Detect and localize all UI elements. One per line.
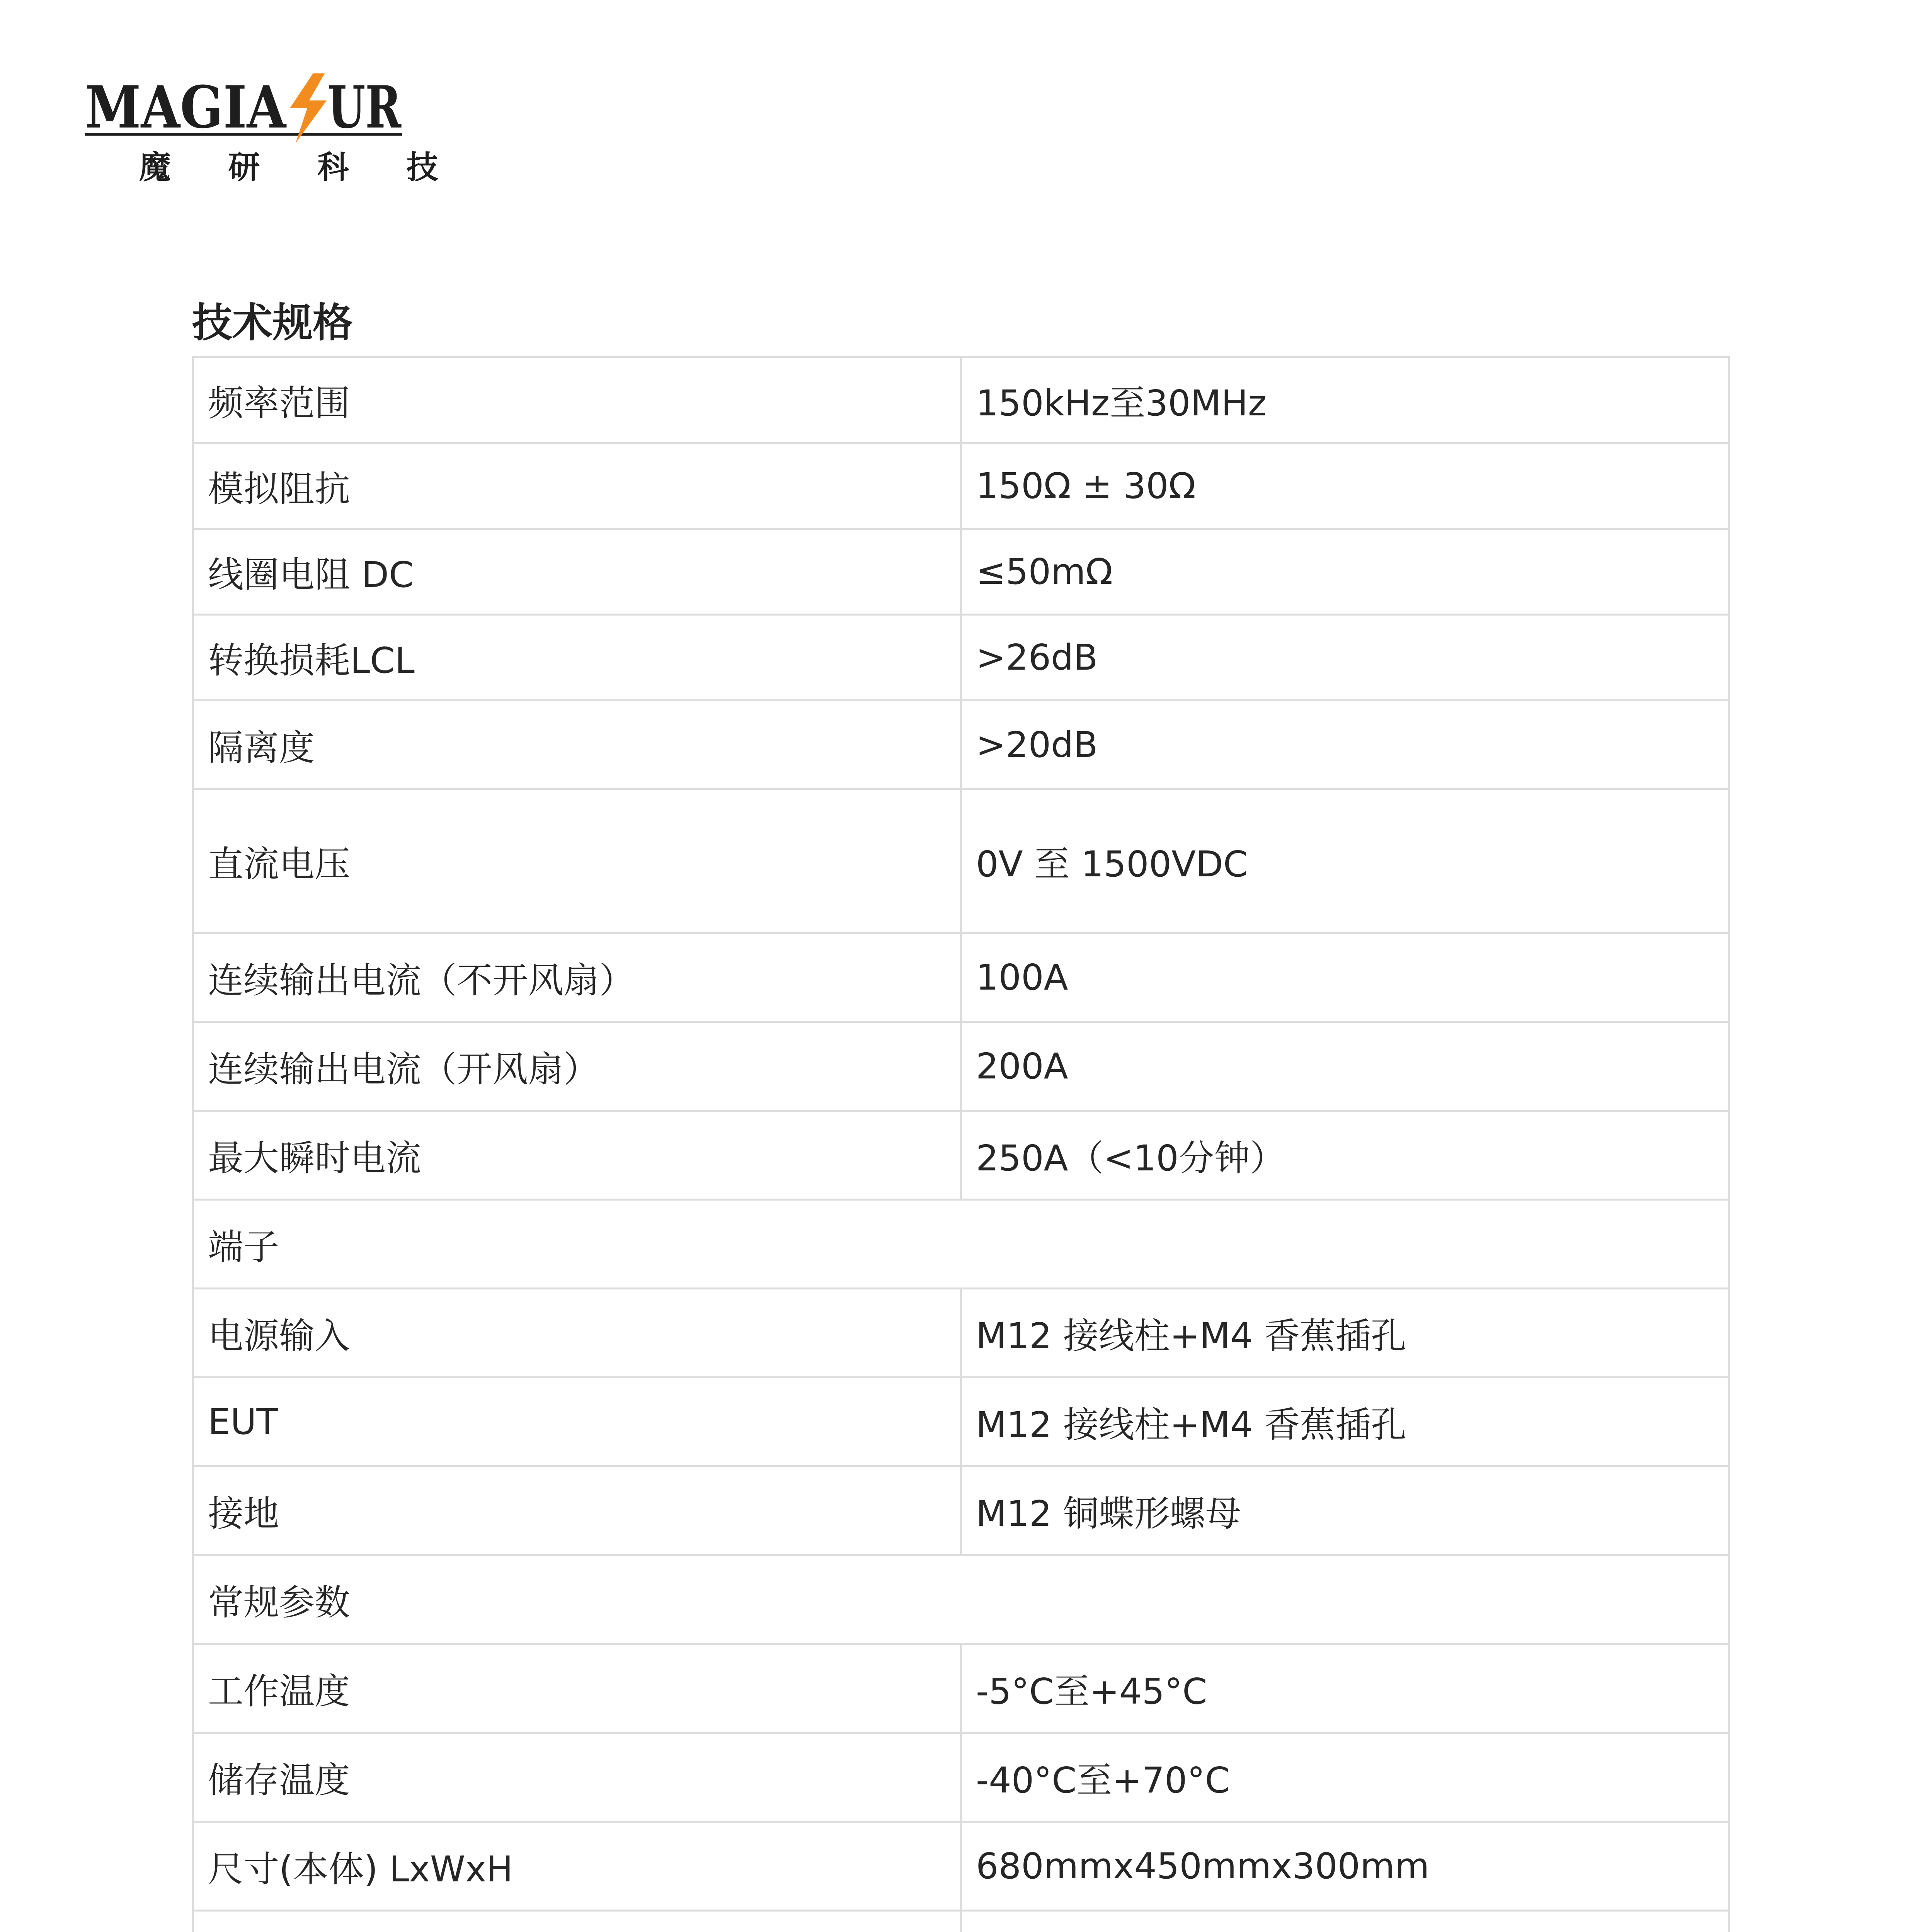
table-row xyxy=(193,933,1729,1022)
spec-value: >20dB xyxy=(961,701,1729,789)
spec-value xyxy=(961,1911,1729,1932)
section-heading-general: 常规参数 xyxy=(193,1555,1729,1644)
spec-value: M12 接线柱+M4 香蕉插孔 xyxy=(961,1378,1729,1466)
spec-value: 100A xyxy=(961,933,1729,1022)
spec-label: 模拟阻抗 xyxy=(193,443,961,529)
spec-label: 直流电压 xyxy=(193,789,961,933)
logo-wordmark-right: UR xyxy=(328,73,402,141)
spec-value: 150Ω ± 30Ω xyxy=(961,443,1729,529)
section-heading-terminals: 端子 xyxy=(193,1200,1729,1289)
spec-label: 频率范围 xyxy=(193,357,961,443)
spec-value: -5°C至+45°C xyxy=(961,1644,1729,1733)
spec-table xyxy=(192,356,1730,1932)
spec-label: EUT xyxy=(193,1378,961,1466)
spec-value: M12 接线柱+M4 香蕉插孔 xyxy=(961,1289,1729,1378)
table-section-row xyxy=(193,1555,1729,1644)
spec-value: 250A（<10分钟） xyxy=(961,1111,1729,1200)
table-row xyxy=(193,1822,1729,1911)
table-row xyxy=(193,701,1729,789)
spec-label: 连续输出电流（不开风扇） xyxy=(193,933,961,1022)
logo-wordmark xyxy=(85,70,402,147)
spec-value: M12 铜蝶形螺母 xyxy=(961,1466,1729,1555)
company-logo xyxy=(85,70,461,186)
table-row xyxy=(193,1911,1729,1932)
spec-value: ≤50mΩ xyxy=(961,529,1729,615)
lightning-bolt-icon xyxy=(290,73,327,143)
table-row xyxy=(193,1466,1729,1555)
spec-label: 工作温度 xyxy=(193,1644,961,1733)
spec-value: 150kHz至30MHz xyxy=(961,357,1729,443)
table-row xyxy=(193,789,1729,933)
spec-label: 接地 xyxy=(193,1466,961,1555)
section-title: 技术规格 xyxy=(192,299,353,346)
spec-label: 储存温度 xyxy=(193,1733,961,1822)
spec-label: 线圈电阻 DC xyxy=(193,529,961,615)
spec-value: 200A xyxy=(961,1022,1729,1111)
table-row xyxy=(193,615,1729,701)
table-row xyxy=(193,1289,1729,1378)
spec-value: 0V 至 1500VDC xyxy=(961,789,1729,933)
logo-subtitle: 魔 研 科 技 xyxy=(139,149,461,186)
table-row xyxy=(193,1378,1729,1466)
spec-label: 电源输入 xyxy=(193,1289,961,1378)
table-row xyxy=(193,1644,1729,1733)
table-section-row xyxy=(193,1200,1729,1289)
table-row xyxy=(193,1733,1729,1822)
spec-label: 隔离度 xyxy=(193,701,961,789)
spec-label: 连续输出电流（开风扇） xyxy=(193,1022,961,1111)
table-row xyxy=(193,443,1729,529)
table-row xyxy=(193,529,1729,615)
spec-value: >26dB xyxy=(961,615,1729,701)
logo-wordmark-left: MAGIA xyxy=(85,73,287,141)
table-row xyxy=(193,1022,1729,1111)
spec-label: 转换损耗LCL xyxy=(193,615,961,701)
spec-value: -40°C至+70°C xyxy=(961,1733,1729,1822)
table-row xyxy=(193,1111,1729,1200)
table-row xyxy=(193,357,1729,443)
spec-value: 680mmx450mmx300mm xyxy=(961,1822,1729,1911)
spec-label: 尺寸(本体) LxWxH xyxy=(193,1822,961,1911)
spec-label: 最大瞬时电流 xyxy=(193,1111,961,1200)
spec-label xyxy=(193,1911,961,1932)
